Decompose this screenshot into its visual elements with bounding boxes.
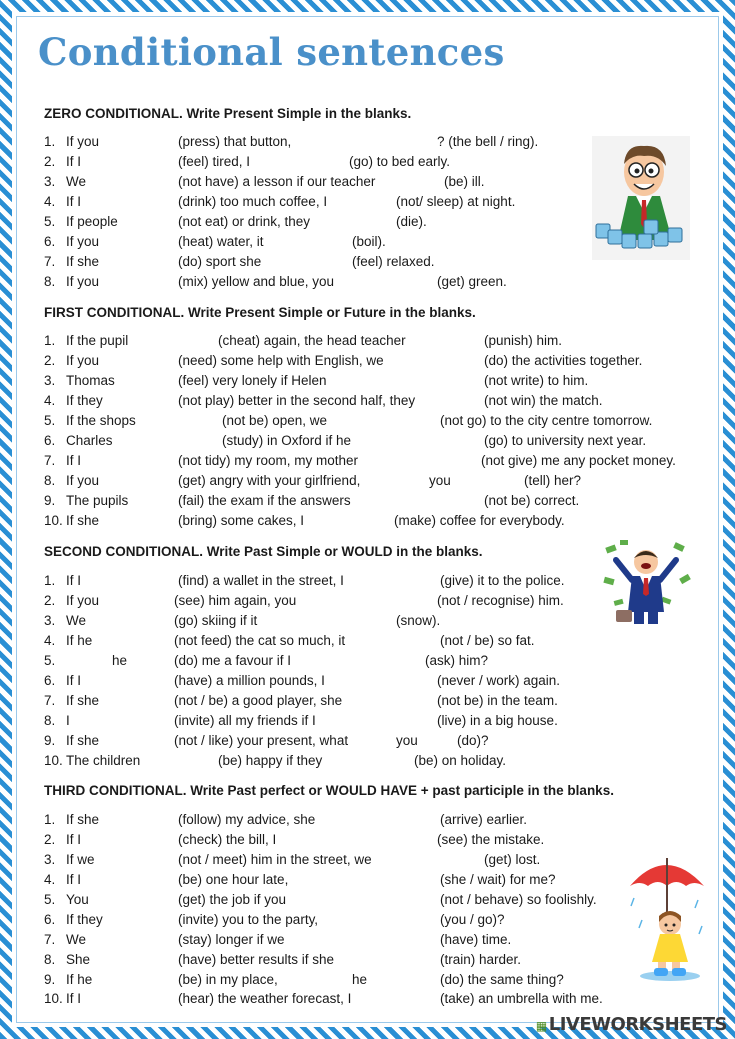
list-item: 10. If I (hear) the weather forecast, I (take) an umbrella with me. xyxy=(44,991,603,1006)
list-item: 1. If the pupil (cheat) again, the head teacher (punish) him. xyxy=(44,333,563,348)
list-item: 7. If I (not tidy) my room, my mother (not give) me any pocket money. xyxy=(44,453,676,468)
list-item: 6. If I (have) a million pounds, I (never / work) again. xyxy=(44,673,561,688)
list-item: 1. If you (press) that button, ? (the bell / ring). xyxy=(44,134,539,149)
list-item: 9. The pupils (fail) the exam if the answers (not be) correct. xyxy=(44,493,580,508)
list-item: 3. If we (not / meet) him in the street, we (get) lost. xyxy=(44,852,541,867)
list-item: 7. If she (do) sport she (feel) relaxed. xyxy=(44,254,435,269)
list-item: 8. I (invite) all my friends if I (live) in a big house. xyxy=(44,713,558,728)
list-item: 8. If you (get) angry with your girlfriend, you (tell) her? xyxy=(44,473,582,488)
list-item: 5. If the shops (not be) open, we (not go) to the city centre tomorrow. xyxy=(44,413,653,428)
list-item: 4. If I (be) one hour late, (she / wait) for me? xyxy=(44,872,556,887)
list-item: 7. We (stay) longer if we (have) time. xyxy=(44,932,512,947)
list-item: 10. The children (be) happy if they (be) on holiday. xyxy=(44,753,507,768)
list-item: 4. If I (drink) too much coffee, I (not/ sleep) at night. xyxy=(44,194,516,209)
happy-man-with-money-illustration xyxy=(600,538,692,630)
list-item: 4. If he (not feed) the cat so much, it (not / be) so fat. xyxy=(44,633,535,648)
page-title: Conditional sentences xyxy=(38,30,505,74)
list-item: 9. If she (not / like) your present, what you (do)? xyxy=(44,733,489,748)
list-item: 3. We (not have) a lesson if our teacher (be) ill. xyxy=(44,174,485,189)
list-item: 5. he (do) me a favour if I (ask) him? xyxy=(44,653,489,668)
list-item: 6. If they (invite) you to the party, (you / go)? xyxy=(44,912,505,927)
logo-mark-icon: ▦ xyxy=(535,1019,547,1033)
list-item: 2. If you (need) some help with English, we (do) the activities together. xyxy=(44,353,643,368)
man-with-coffee-cups-illustration xyxy=(592,136,690,260)
list-item: 3. We (go) skiing if it (snow). xyxy=(44,613,441,628)
list-item: 5. If people (not eat) or drink, they (die). xyxy=(44,214,427,229)
list-item: 6. If you (heat) water, it (boil). xyxy=(44,234,386,249)
section-zero-heading: ZERO CONDITIONAL. Write Present Simple in the blanks. xyxy=(44,106,412,121)
list-item: 8. She (have) better results if she (train) harder. xyxy=(44,952,522,967)
list-item: 7. If she (not / be) a good player, she (not be) in the team. xyxy=(44,693,558,708)
girl-with-umbrella-illustration xyxy=(626,850,708,982)
liveworksheets-logo: ▦ LIVEWORKSHEETS xyxy=(535,1014,727,1035)
list-item: 1. If I (find) a wallet in the street, I (give) it to the police. xyxy=(44,573,565,588)
section-second-heading: SECOND CONDITIONAL. Write Past Simple or WOULD in the blanks. xyxy=(44,544,483,559)
section-third-heading: THIRD CONDITIONAL. Write Past perfect or WOULD HAVE + past participle in the blanks. xyxy=(44,783,614,798)
list-item: 4. If they (not play) better in the second half, they (not win) the match. xyxy=(44,393,603,408)
list-item: 2. If you (see) him again, you (not / recognise) him. xyxy=(44,593,564,608)
list-item: 5. You (get) the job if you (not / behave) so foolishly. xyxy=(44,892,597,907)
list-item: 2. If I (feel) tired, I (go) to bed early. xyxy=(44,154,451,169)
list-item: 9. If he (be) in my place, he (do) the same thing? xyxy=(44,972,564,987)
list-item: 2. If I (check) the bill, I (see) the mistake. xyxy=(44,832,545,847)
list-item: 1. If she (follow) my advice, she (arrive) earlier. xyxy=(44,812,528,827)
list-item: 8. If you (mix) yellow and blue, you (get) green. xyxy=(44,274,507,289)
list-item: 10. If she (bring) some cakes, I (make) coffee for everybody. xyxy=(44,513,565,528)
section-first-heading: FIRST CONDITIONAL. Write Present Simple or Future in the blanks. xyxy=(44,305,476,320)
list-item: 6. Charles (study) in Oxford if he (go) to university next year. xyxy=(44,433,647,448)
list-item: 3. Thomas (feel) very lonely if Helen (not write) to him. xyxy=(44,373,589,388)
